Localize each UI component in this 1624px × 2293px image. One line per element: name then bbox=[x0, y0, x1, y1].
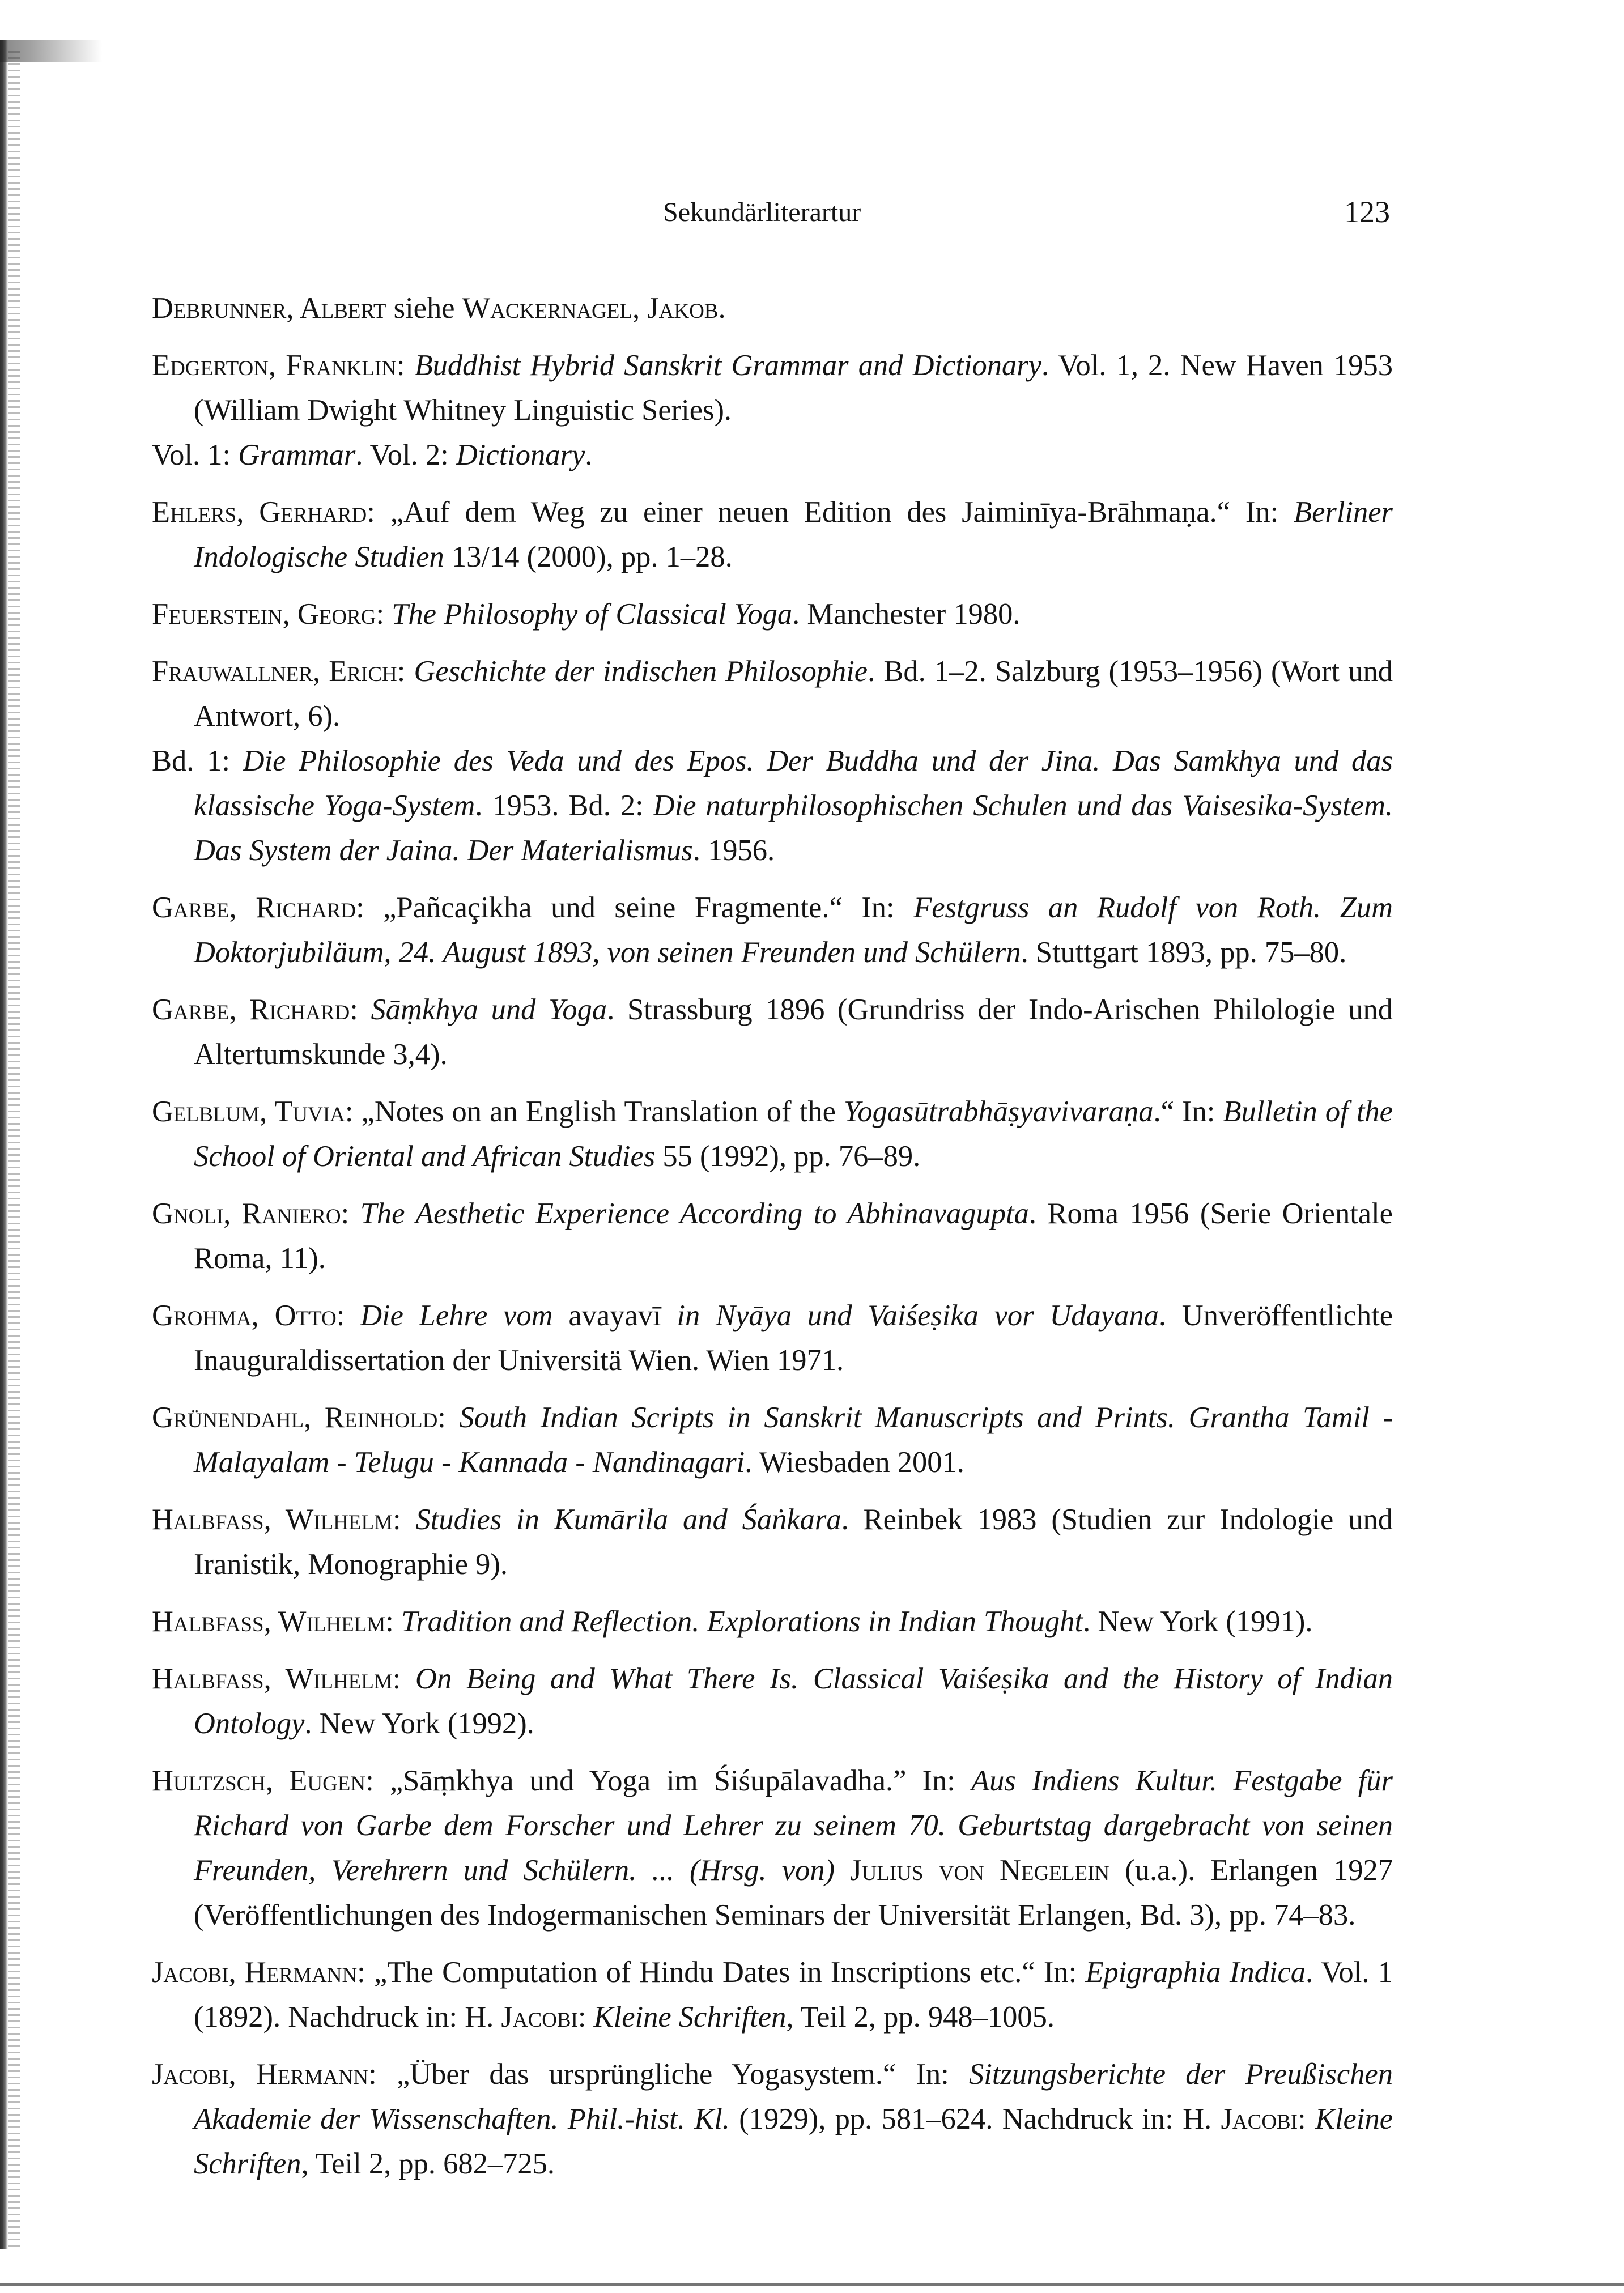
entry-text-segment: : bbox=[341, 1197, 360, 1230]
entry-text-segment: . bbox=[718, 292, 726, 325]
entry-text-segment: Vol. 1: bbox=[152, 439, 239, 471]
page-bottom-edge bbox=[0, 2283, 1624, 2286]
entry-text-segment: . Vol. 1, 2. New Haven 1953 (William Dwight Whitney Linguistic Series). bbox=[194, 349, 1393, 427]
entry-text-segment: Bd. 1: bbox=[152, 745, 243, 777]
bibliography-entry bbox=[152, 1657, 1393, 1746]
entry-title-segment: Dictionary bbox=[456, 439, 585, 471]
entry-title-segment: Aus Indiens Kultur. Festgabe für Richard von Garbe dem Forscher und Lehrer zu seinem 70. Geburtstag dargebracht von seinen Freunden, Verehrern und Schülern. ... (Hrsg. von) bbox=[194, 1764, 1393, 1887]
bibliography-entry bbox=[152, 343, 1393, 478]
entry-text-segment: . 1953. Bd. 2: bbox=[475, 789, 653, 822]
entry-text-segment: .“ In: bbox=[1153, 1095, 1223, 1128]
entry-title-segment: Grammar bbox=[238, 439, 356, 471]
entry-text-segment: avayavī bbox=[552, 1299, 677, 1332]
entry-title-segment: in Nyāya und Vaiśeṣika vor Udayana bbox=[677, 1299, 1159, 1332]
entry-text-segment: . 1956. bbox=[692, 834, 775, 867]
entry-title-segment: Epigraphia Indica bbox=[1085, 1956, 1306, 1989]
entry-title-segment: On Being and What There Is. Classical Vaiśeṣika and the History of Indian Ontology bbox=[194, 1662, 1393, 1740]
bibliography-entry bbox=[152, 1599, 1393, 1644]
entry-author: Ehlers, Gerhard bbox=[152, 496, 367, 529]
entry-title-segment: Die Lehre vom bbox=[360, 1299, 553, 1332]
entry-title-segment: Buddhist Hybrid Sanskrit Grammar and Dictionary bbox=[414, 349, 1042, 382]
entry-title-segment: Studies in Kumārila and Śaṅkara bbox=[415, 1503, 841, 1536]
bibliography-entry bbox=[152, 592, 1393, 637]
entry-text-segment: : bbox=[1298, 2103, 1315, 2135]
entry-author: Frauwallner, Erich bbox=[152, 655, 397, 688]
entry-title-segment: Die Philosophie des Veda und des Epos. Der Buddha und der Jina. Das Samkhya und das klassische Yoga-System bbox=[194, 745, 1393, 822]
entry-continuation bbox=[152, 739, 1393, 873]
entry-text-segment: : bbox=[437, 1401, 460, 1434]
entry-text-segment: : bbox=[393, 1503, 416, 1536]
entry-text-segment: . Stuttgart 1893, pp. 75–80. bbox=[1021, 936, 1347, 969]
entry-author: Gnoli, Raniero bbox=[152, 1197, 341, 1230]
entry-text-segment: . bbox=[585, 439, 593, 471]
entry-text-segment: : bbox=[396, 349, 415, 382]
entry-author: Feuerstein, Georg bbox=[152, 598, 376, 631]
bibliography-entry bbox=[152, 886, 1393, 975]
entry-author: Grohma, Otto bbox=[152, 1299, 337, 1332]
entry-text-segment: . Reinbek 1983 (Studien zur Indologie und Iranistik, Monographie 9). bbox=[194, 1503, 1393, 1581]
entry-author: Gelblum, Tuvia bbox=[152, 1095, 345, 1128]
entry-author: Hultzsch, Eugen bbox=[152, 1764, 366, 1797]
bibliography-entry bbox=[152, 490, 1393, 580]
entry-text-segment: : bbox=[376, 598, 392, 631]
entry-author: Jacobi, Hermann bbox=[152, 2058, 369, 2091]
entry-name-segment: Jacobi bbox=[1221, 2103, 1298, 2135]
entry-title-segment: Bulletin of the School of Oriental and African Studies bbox=[194, 1095, 1393, 1173]
entry-title-segment: Geschichte der indischen Philosophie bbox=[414, 655, 868, 688]
entry-text-segment: : bbox=[397, 655, 414, 688]
entry-name-segment: Wackernagel, Jakob bbox=[462, 292, 719, 325]
entry-author: Garbe, Richard bbox=[152, 891, 356, 924]
binding-shadow bbox=[0, 40, 8, 2249]
entry-text-segment: . Manchester 1980. bbox=[792, 598, 1021, 631]
entry-title-segment: Berliner Indologische Studien bbox=[194, 496, 1393, 573]
bibliography-entry bbox=[152, 988, 1393, 1077]
entry-title-segment: Sāṃkhya und Yoga bbox=[371, 993, 607, 1026]
entry-text-segment: : „Sāṃkhya und Yoga im Śiśupālavadha.” In: bbox=[365, 1764, 972, 1797]
entry-text-segment: . Unveröffentlichte Inauguraldissertation der Universitä Wien. Wien 1971. bbox=[194, 1299, 1393, 1377]
entry-name-segment: Jacobi bbox=[501, 2001, 578, 2034]
entry-text-segment: . Wiesbaden 2001. bbox=[745, 1446, 964, 1479]
entry-text-segment: , Teil 2, pp. 682–725. bbox=[301, 2147, 555, 2180]
bibliography-entry bbox=[152, 1294, 1393, 1383]
entry-author: Grünendahl, Reinhold bbox=[152, 1401, 438, 1434]
entry-text-segment: . Strassburg 1896 (Grundriss der Indo-Arischen Philologie und Altertumskunde 3,4). bbox=[194, 993, 1393, 1071]
entry-text-segment: : „Über das ursprüngliche Yogasystem.“ In: bbox=[368, 2058, 970, 2091]
bibliography-entry bbox=[152, 1192, 1393, 1281]
entry-text-segment bbox=[835, 1854, 850, 1887]
binding-edge-texture bbox=[8, 51, 20, 2249]
entry-author: Garbe, Richard bbox=[152, 993, 350, 1026]
bibliography-entry bbox=[152, 1396, 1393, 1485]
entry-title-segment: Die naturphilosophischen Schulen und das Vaisesika-System. Das System der Jaina. Der Materialismus bbox=[194, 789, 1393, 867]
entry-author: Debrunner, Albert bbox=[152, 292, 386, 325]
bibliography-entry bbox=[152, 1950, 1393, 2040]
entry-text-segment: siehe bbox=[386, 292, 462, 325]
entry-name-segment: Julius von Negelein bbox=[850, 1854, 1110, 1887]
entry-title-segment: Sitzungsberichte der Preußischen Akademie der Wissenschaften. Phil.-hist. Kl. bbox=[194, 2058, 1393, 2135]
bibliography-entry bbox=[152, 1090, 1393, 1179]
entry-author: Jacobi, Hermann bbox=[152, 1956, 358, 1989]
entry-text-segment: : bbox=[336, 1299, 361, 1332]
entry-text-segment: . Roma 1956 (Serie Orientale Roma, 11). bbox=[194, 1197, 1393, 1275]
entry-text-segment: (1929), pp. 581–624. Nachdruck in: H. bbox=[729, 2103, 1221, 2135]
entry-text-segment: . Bd. 1–2. Salzburg (1953–1956) (Wort und Antwort, 6). bbox=[194, 655, 1393, 733]
entry-text-segment: . New York (1992). bbox=[304, 1707, 534, 1740]
bibliography-entry bbox=[152, 286, 1393, 331]
entry-title-segment: The Aesthetic Experience According to Abhinavagupta bbox=[360, 1197, 1029, 1230]
entry-title-segment: The Philosophy of Classical Yoga bbox=[392, 598, 793, 631]
entry-text-segment: : „The Computation of Hindu Dates in Inscriptions etc.“ In: bbox=[357, 1956, 1086, 1989]
page-number: 123 bbox=[1344, 195, 1390, 229]
entry-text-segment: : „Pañcaçikha und seine Fragmente.“ In: bbox=[356, 891, 914, 924]
entry-text-segment: . Vol. 1 (1892). Nachdruck in: H. bbox=[194, 1956, 1393, 2034]
entry-text-segment: : bbox=[385, 1605, 401, 1638]
entry-text-segment: 13/14 (2000), pp. 1–28. bbox=[444, 541, 733, 573]
entry-text-segment: : bbox=[392, 1662, 416, 1695]
bibliography-entry bbox=[152, 1498, 1393, 1587]
bibliography-list bbox=[152, 286, 1393, 2199]
entry-title-segment: South Indian Scripts in Sanskrit Manuscripts and Prints. Grantha Tamil - Malayalam - Telugu - Kannada - Nandinagari bbox=[194, 1401, 1393, 1479]
entry-text-segment: 55 (1992), pp. 76–89. bbox=[655, 1140, 921, 1173]
entry-author: Halbfass, Wilhelm bbox=[152, 1605, 386, 1638]
entry-text-segment: (u.a.). Erlangen 1927 (Veröffentlichungen des Indogermanischen Seminars der Universität Erlangen, Bd. 3), pp. 74–83. bbox=[194, 1854, 1393, 1932]
entry-title-segment: Yogasūtrabhāṣyavivaraṇa bbox=[844, 1095, 1154, 1128]
entry-text-segment: : bbox=[577, 2001, 594, 2034]
entry-text-segment: : „Notes on an English Translation of the bbox=[345, 1095, 844, 1128]
entry-text-segment: . Vol. 2: bbox=[355, 439, 456, 471]
entry-author: Edgerton, Franklin bbox=[152, 349, 397, 382]
entry-author: Halbfass, Wilhelm bbox=[152, 1503, 393, 1536]
entry-continuation bbox=[152, 433, 1393, 478]
entry-text-segment: : bbox=[350, 993, 371, 1026]
entry-text-segment: , Teil 2, pp. 948–1005. bbox=[786, 2001, 1055, 2034]
entry-title-segment: Kleine Schriften bbox=[194, 2103, 1393, 2180]
entry-text-segment: : „Auf dem Weg zu einer neuen Edition des Jaiminīya-Brāhmaṇa.“ In: bbox=[367, 496, 1294, 529]
bibliography-entry bbox=[152, 2052, 1393, 2186]
entry-title-segment: Festgruss an Rudolf von Roth. Zum Doktorjubiläum, 24. August 1893, von seinen Freunden und Schülern bbox=[194, 891, 1393, 969]
entry-text-segment: . New York (1991). bbox=[1083, 1605, 1313, 1638]
entry-title-segment: Tradition and Reflection. Explorations in Indian Thought bbox=[401, 1605, 1083, 1638]
entry-title-segment: Kleine Schriften bbox=[593, 2001, 787, 2034]
bibliography-entry bbox=[152, 1759, 1393, 1938]
bibliography-entry bbox=[152, 649, 1393, 873]
running-title: Sekundärliterartur bbox=[663, 197, 861, 227]
entry-author: Halbfass, Wilhelm bbox=[152, 1662, 393, 1695]
